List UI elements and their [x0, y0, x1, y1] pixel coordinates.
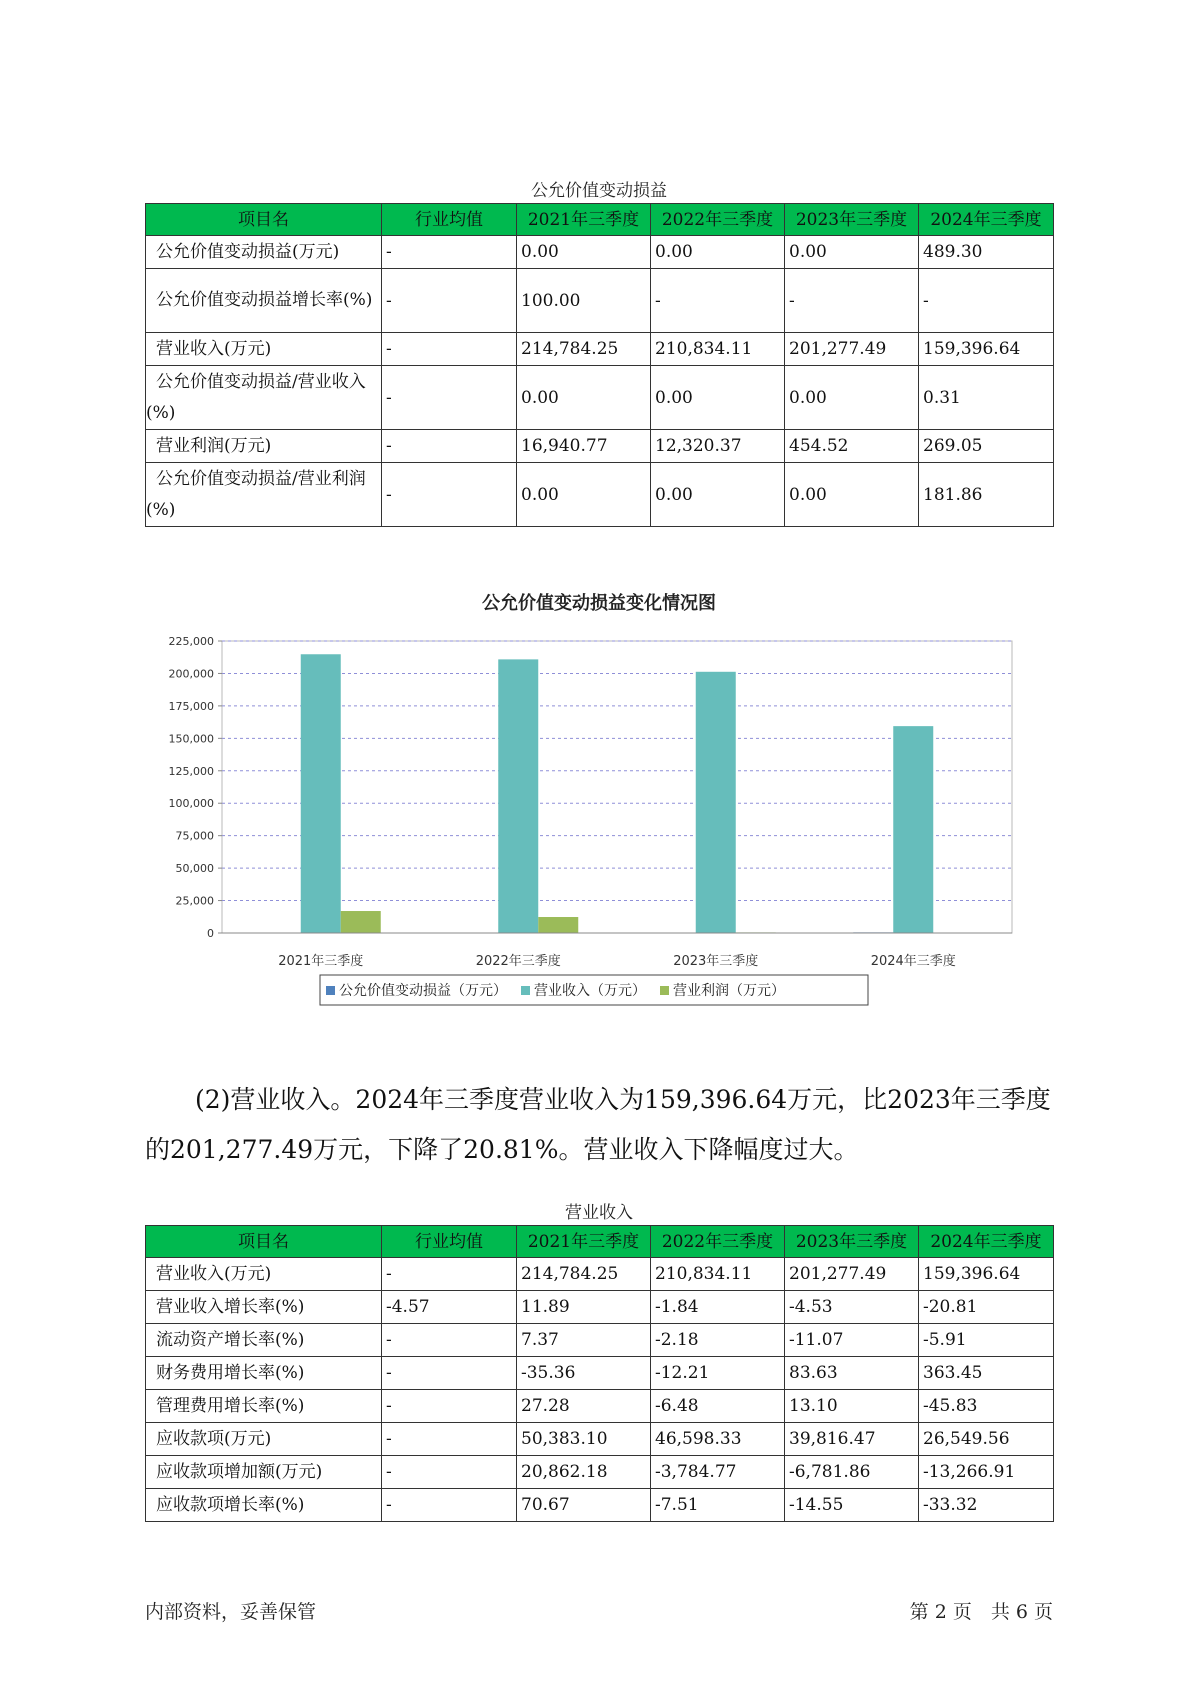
row-label: 营业利润(万元) [146, 430, 382, 463]
table-row [146, 366, 1054, 430]
cell: 0.00 [651, 463, 785, 527]
cell: -45.83 [919, 1390, 1054, 1423]
cell: 16,940.77 [517, 430, 651, 463]
chart-legend [320, 975, 868, 1005]
table-row [146, 333, 1054, 366]
x-tick-label: 2021年三季度 [278, 954, 364, 969]
cell: - [382, 1489, 517, 1522]
table-row [146, 1357, 1054, 1390]
y-tick-label: 175,000 [168, 699, 214, 713]
bar [538, 917, 578, 933]
cell: 7.37 [517, 1324, 651, 1357]
table2-caption: 营业收入 [565, 1203, 633, 1223]
cell: - [382, 1456, 517, 1489]
header-item-name: 项目名 [146, 1226, 382, 1258]
cell: 489.30 [919, 236, 1054, 269]
row-label: 应收款项(万元) [146, 1423, 382, 1456]
cell: -4.53 [785, 1291, 919, 1324]
bar [301, 654, 341, 933]
header-industry-avg: 行业均值 [382, 204, 517, 236]
cell: - [919, 269, 1054, 333]
cell: -20.81 [919, 1291, 1054, 1324]
cell: - [382, 430, 517, 463]
cell: - [382, 333, 517, 366]
legend-swatch [326, 986, 335, 995]
y-tick-label: 75,000 [175, 829, 214, 843]
cell: 0.00 [651, 236, 785, 269]
cell: - [382, 1258, 517, 1291]
table-row [146, 1456, 1054, 1489]
cell: -4.57 [382, 1291, 517, 1324]
y-tick-label: 50,000 [175, 862, 214, 876]
header-2021q3: 2021年三季度 [517, 1226, 651, 1258]
header-2022q3: 2022年三季度 [651, 1226, 785, 1258]
cell: 11.89 [517, 1291, 651, 1324]
fair-value-table [145, 203, 1054, 527]
table-header-row [146, 1226, 1054, 1258]
bar [341, 911, 381, 933]
table-row [146, 1489, 1054, 1522]
cell: -3,784.77 [651, 1456, 785, 1489]
cell: -1.84 [651, 1291, 785, 1324]
bar [696, 672, 736, 933]
cell: 0.00 [785, 463, 919, 527]
header-industry-avg: 行业均值 [382, 1226, 517, 1258]
table-row [146, 269, 1054, 333]
table-row [146, 463, 1054, 527]
table-row [146, 430, 1054, 463]
cell: 214,784.25 [517, 333, 651, 366]
cell: 100.00 [517, 269, 651, 333]
cell: 0.00 [517, 463, 651, 527]
row-label: 管理费用增长率(%) [146, 1390, 382, 1423]
cell: - [651, 269, 785, 333]
legend-swatch [521, 986, 530, 995]
row-label: 公允价值变动损益(万元) [146, 236, 382, 269]
cell: 210,834.11 [651, 333, 785, 366]
footer-page-number: 第 2 页 共 6 页 [909, 1601, 1053, 1623]
table-row [146, 236, 1054, 269]
cell: 39,816.47 [785, 1423, 919, 1456]
table-row [146, 1324, 1054, 1357]
table-row [146, 1258, 1054, 1291]
table1-caption: 公允价值变动损益 [531, 181, 667, 201]
row-label: 营业收入增长率(%) [146, 1291, 382, 1324]
cell: 181.86 [919, 463, 1054, 527]
cell: - [382, 1390, 517, 1423]
cell: - [382, 463, 517, 527]
chart-bars [301, 654, 974, 933]
header-2021q3: 2021年三季度 [517, 204, 651, 236]
cell: -35.36 [517, 1357, 651, 1390]
y-tick-label: 25,000 [175, 894, 214, 908]
cell: 70.67 [517, 1489, 651, 1522]
cell: 0.00 [785, 366, 919, 430]
cell: 0.31 [919, 366, 1054, 430]
cell: 0.00 [651, 366, 785, 430]
cell: 363.45 [919, 1357, 1054, 1390]
cell: - [382, 1357, 517, 1390]
row-label: 公允价值变动损益/营业利润(%) [146, 463, 382, 527]
y-axis [169, 635, 223, 940]
bar [498, 659, 538, 933]
cell: 269.05 [919, 430, 1054, 463]
cell: 12,320.37 [651, 430, 785, 463]
cell: 46,598.33 [651, 1423, 785, 1456]
cell: -12.21 [651, 1357, 785, 1390]
cell: 0.00 [517, 366, 651, 430]
cell: -7.51 [651, 1489, 785, 1522]
cell: 0.00 [517, 236, 651, 269]
legend-swatch [660, 986, 669, 995]
header-2022q3: 2022年三季度 [651, 204, 785, 236]
footer-confidential: 内部资料，妥善保管 [145, 1601, 317, 1623]
legend-label: 公允价值变动损益（万元） [339, 983, 507, 999]
cell: 201,277.49 [785, 333, 919, 366]
cell: -11.07 [785, 1324, 919, 1357]
y-tick-label: 225,000 [168, 635, 214, 648]
cell: 26,549.56 [919, 1423, 1054, 1456]
table-row [146, 1390, 1054, 1423]
row-label: 营业收入(万元) [146, 1258, 382, 1291]
table-row [146, 1291, 1054, 1324]
row-label: 公允价值变动损益增长率(%) [146, 269, 382, 333]
cell: 0.00 [785, 236, 919, 269]
cell: 27.28 [517, 1390, 651, 1423]
row-label: 营业收入(万元) [146, 333, 382, 366]
cell: - [382, 1423, 517, 1456]
x-tick-label: 2022年三季度 [475, 954, 561, 969]
cell: 159,396.64 [919, 333, 1054, 366]
bar [893, 726, 933, 933]
cell: -6.48 [651, 1390, 785, 1423]
chart-title: 公允价值变动损益变化情况图 [482, 593, 716, 614]
cell: -14.55 [785, 1489, 919, 1522]
y-tick-label: 0 [207, 927, 214, 940]
header-2024q3: 2024年三季度 [919, 204, 1054, 236]
cell: - [382, 269, 517, 333]
cell: 214,784.25 [517, 1258, 651, 1291]
cell: - [382, 366, 517, 430]
bar-chart [145, 620, 1045, 1030]
cell: - [382, 236, 517, 269]
y-tick-label: 200,000 [168, 667, 214, 681]
row-label: 应收款项增加额(万元) [146, 1456, 382, 1489]
row-label: 流动资产增长率(%) [146, 1324, 382, 1357]
legend-label: 营业利润（万元） [673, 983, 785, 999]
header-2024q3: 2024年三季度 [919, 1226, 1054, 1258]
header-2023q3: 2023年三季度 [785, 1226, 919, 1258]
x-tick-label: 2024年三季度 [870, 954, 956, 969]
y-tick-label: 100,000 [168, 797, 214, 811]
revenue-table [145, 1225, 1054, 1522]
row-label: 公允价值变动损益/营业收入(%) [146, 366, 382, 430]
cell: - [785, 269, 919, 333]
cell: 210,834.11 [651, 1258, 785, 1291]
cell: 20,862.18 [517, 1456, 651, 1489]
cell: - [382, 1324, 517, 1357]
header-2023q3: 2023年三季度 [785, 204, 919, 236]
cell: -5.91 [919, 1324, 1054, 1357]
cell: -2.18 [651, 1324, 785, 1357]
cell: -13,266.91 [919, 1456, 1054, 1489]
y-tick-label: 150,000 [168, 732, 214, 746]
cell: 83.63 [785, 1357, 919, 1390]
legend-label: 营业收入（万元） [534, 983, 646, 999]
revenue-paragraph: (2)营业收入。2024年三季度营业收入为159,396.64万元，比2023年三季度的201,277.49万元，下降了20.81%。营业收入下降幅度过大。 [145, 1085, 1051, 1164]
x-axis [222, 933, 1012, 969]
cell: -33.32 [919, 1489, 1054, 1522]
cell: 50,383.10 [517, 1423, 651, 1456]
cell: 13.10 [785, 1390, 919, 1423]
row-label: 财务费用增长率(%) [146, 1357, 382, 1390]
header-item-name: 项目名 [146, 204, 382, 236]
y-tick-label: 125,000 [168, 764, 214, 778]
table-header-row [146, 204, 1054, 236]
cell: 454.52 [785, 430, 919, 463]
cell: -6,781.86 [785, 1456, 919, 1489]
row-label: 应收款项增长率(%) [146, 1489, 382, 1522]
cell: 159,396.64 [919, 1258, 1054, 1291]
cell: 201,277.49 [785, 1258, 919, 1291]
x-tick-label: 2023年三季度 [673, 954, 759, 969]
table-row [146, 1423, 1054, 1456]
